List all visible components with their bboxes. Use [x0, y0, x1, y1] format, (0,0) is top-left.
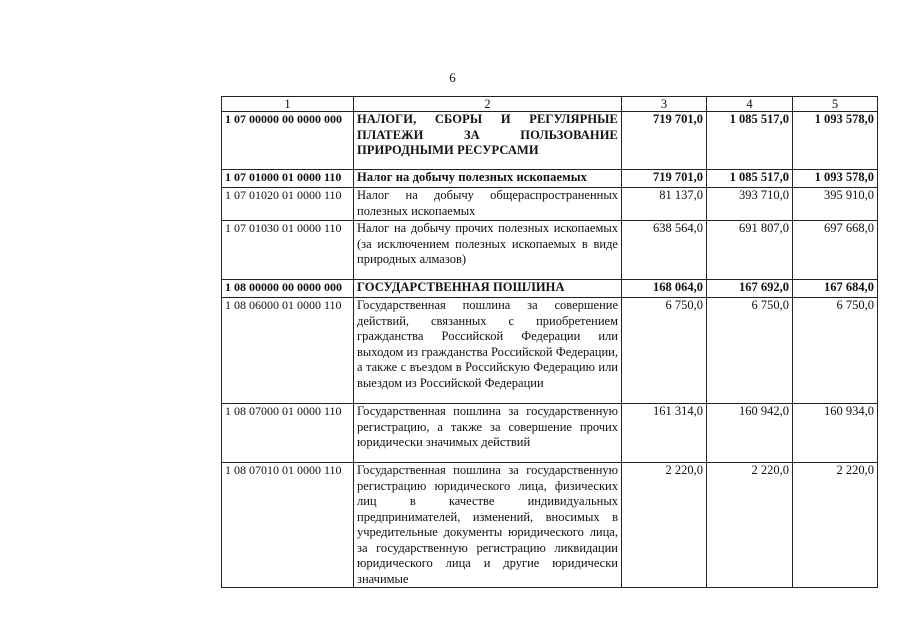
table-row: [222, 188, 878, 221]
budget-code-cell: 1 07 01030 01 0000 110: [222, 221, 354, 280]
item-name-cell: Государственная пошлина за государственную регистрацию, а также за совершение прочих юридически значимых действий: [354, 404, 622, 463]
column-header: 5: [793, 97, 878, 112]
amount-col4-cell: 167 692,0: [707, 280, 793, 298]
item-name-cell: Налог на добычу общераспространенных полезных ископаемых: [354, 188, 622, 221]
amount-col5-cell: 6 750,0: [793, 298, 878, 404]
amount-col5-cell: 697 668,0: [793, 221, 878, 280]
amount-col4-cell: 1 085 517,0: [707, 170, 793, 188]
amount-col5-cell: 2 220,0: [793, 463, 878, 588]
amount-col4-cell: 6 750,0: [707, 298, 793, 404]
amount-col4-cell: 160 942,0: [707, 404, 793, 463]
amount-col3-cell: 2 220,0: [622, 463, 707, 588]
column-number-row: [222, 97, 878, 112]
amount-col5-cell: 395 910,0: [793, 188, 878, 221]
budget-code-cell: 1 08 00000 00 0000 000: [222, 280, 354, 298]
table-row: [222, 404, 878, 463]
budget-code-cell: 1 08 07010 01 0000 110: [222, 463, 354, 588]
budget-code-cell: 1 08 07000 01 0000 110: [222, 404, 354, 463]
item-name-cell: Государственная пошлина за совершение действий, связанных с приобретением гражданства Российской Федерации или выходом из гражданства Российской Федерации, а также с въездом в Российскую Федерацию или выездом из Российской Федерации: [354, 298, 622, 404]
amount-col5-cell: 160 934,0: [793, 404, 878, 463]
amount-col4-cell: 393 710,0: [707, 188, 793, 221]
budget-code-cell: 1 07 01000 01 0000 110: [222, 170, 354, 188]
amount-col3-cell: 168 064,0: [622, 280, 707, 298]
table-row: [222, 170, 878, 188]
table-row: [222, 112, 878, 170]
amount-col5-cell: 1 093 578,0: [793, 112, 878, 170]
amount-col3-cell: 6 750,0: [622, 298, 707, 404]
budget-code-cell: 1 08 06000 01 0000 110: [222, 298, 354, 404]
table-row: [222, 298, 878, 404]
amount-col3-cell: 638 564,0: [622, 221, 707, 280]
amount-col4-cell: 691 807,0: [707, 221, 793, 280]
amount-col3-cell: 719 701,0: [622, 112, 707, 170]
amount-col3-cell: 719 701,0: [622, 170, 707, 188]
amount-col3-cell: 81 137,0: [622, 188, 707, 221]
amount-col3-cell: 161 314,0: [622, 404, 707, 463]
column-header: 1: [222, 97, 354, 112]
amount-col5-cell: 1 093 578,0: [793, 170, 878, 188]
budget-code-cell: 1 07 01020 01 0000 110: [222, 188, 354, 221]
item-name-cell: Государственная пошлина за государственную регистрацию юридического лица, физических лиц в качестве индивидуальных предпринимателей, изменений, вносимых в учредительные документы юридического лица, за государственную регистрацию ликвидации юридического лица и другие юридически значимые: [354, 463, 622, 588]
page-number: 6: [449, 70, 456, 85]
budget-code-cell: 1 07 00000 00 0000 000: [222, 112, 354, 170]
amount-col4-cell: 1 085 517,0: [707, 112, 793, 170]
column-header: 2: [354, 97, 622, 112]
item-name-cell: ГОСУДАРСТВЕННАЯ ПОШЛИНА: [354, 280, 622, 298]
column-header: 4: [707, 97, 793, 112]
table-row: [222, 221, 878, 280]
amount-col5-cell: 167 684,0: [793, 280, 878, 298]
table-row: [222, 463, 878, 588]
item-name-cell: НАЛОГИ, СБОРЫ И РЕГУЛЯРНЫЕ ПЛАТЕЖИ ЗА ПОЛЬЗОВАНИЕ ПРИРОДНЫМИ РЕСУРСАМИ: [354, 112, 622, 170]
item-name-cell: Налог на добычу прочих полезных ископаемых (за исключением полезных ископаемых в виде природных алмазов): [354, 221, 622, 280]
amount-col4-cell: 2 220,0: [707, 463, 793, 588]
item-name-cell: Налог на добычу полезных ископаемых: [354, 170, 622, 188]
table-row: [222, 280, 878, 298]
column-header: 3: [622, 97, 707, 112]
budget-table: [221, 96, 878, 588]
